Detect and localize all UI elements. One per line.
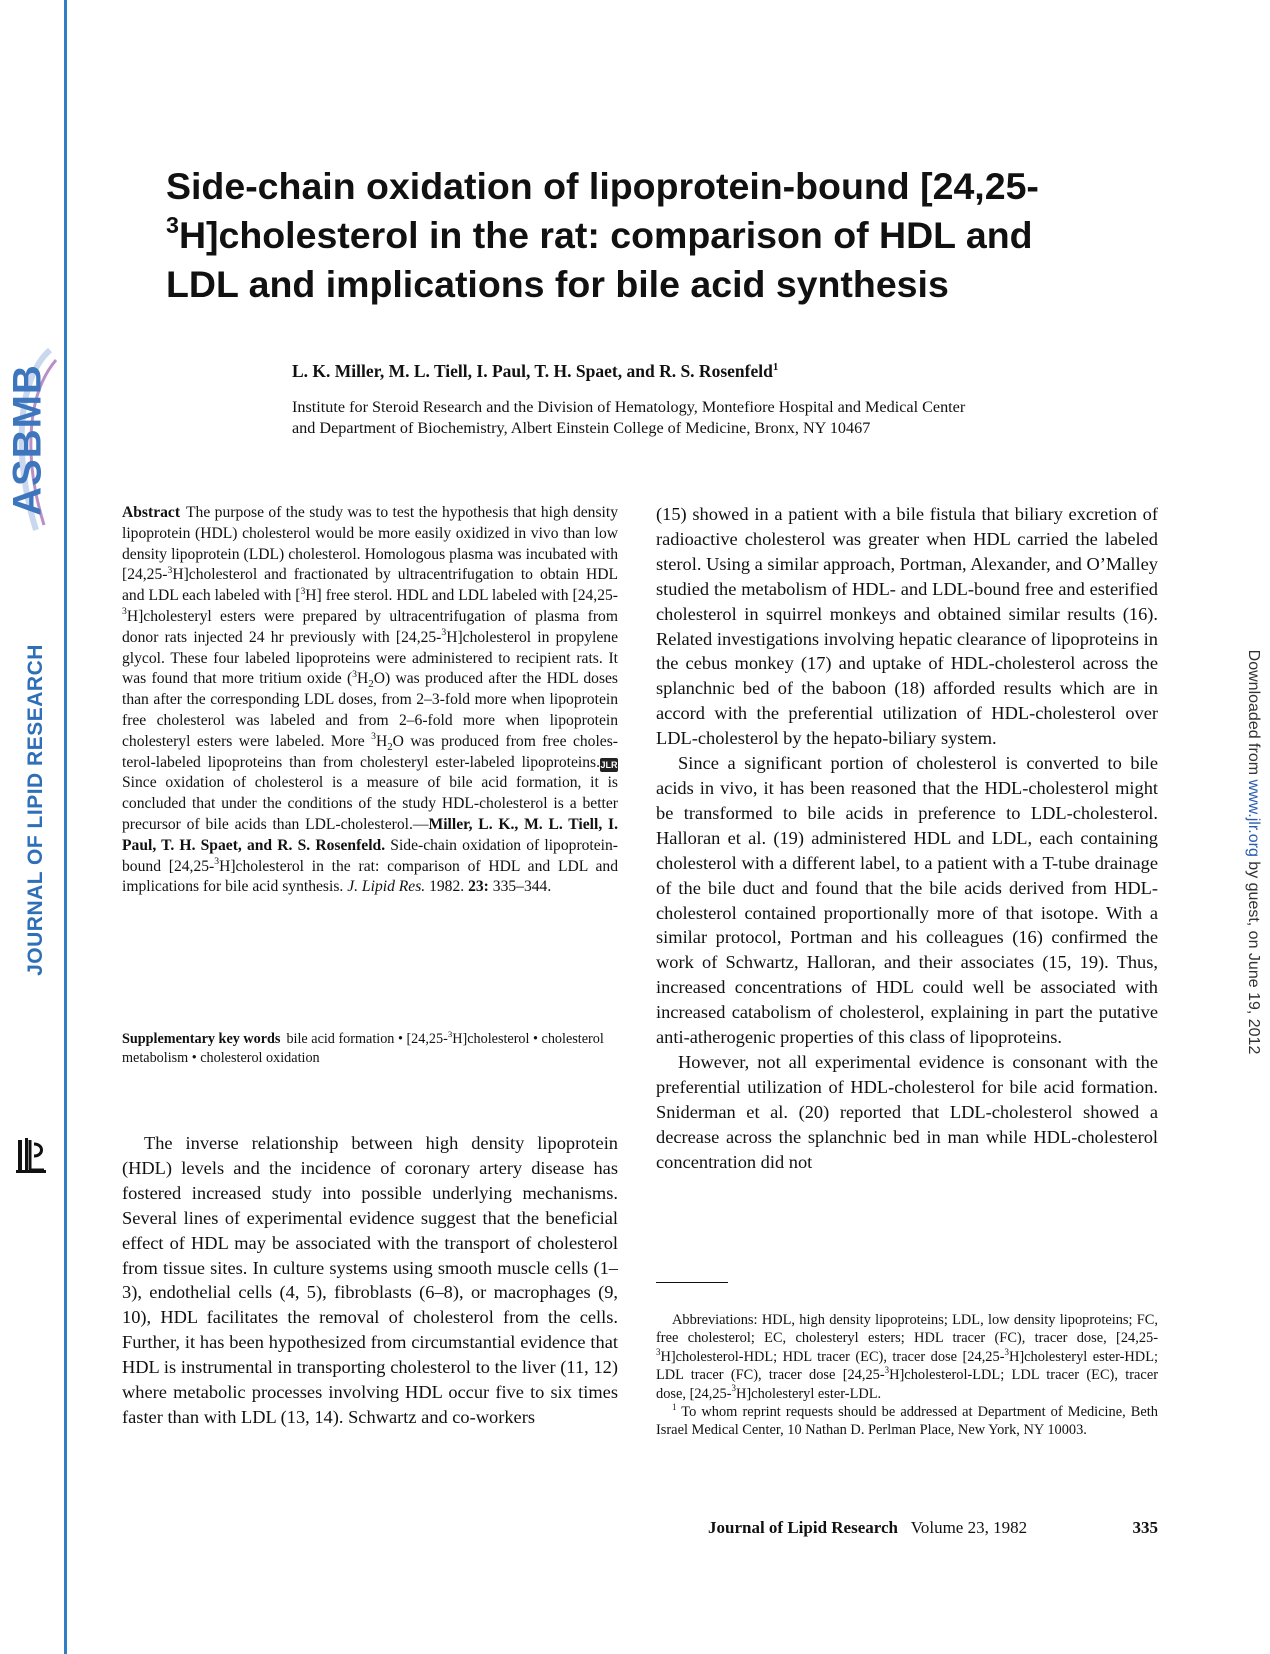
body-column-right <box>656 502 1158 1174</box>
affiliation <box>292 397 1172 439</box>
body-paragraph: The inverse relationship between high density lipoprotein (HDL) levels and the incidence of coronary artery disease has fostered increased study into possible underlying mechanisms. Several lines of experimental evidence suggest that the beneficial effect of HDL may be associated with the transport of cholesterol from tissue sites. In culture systems using smooth muscle cells (1–3), endothelial cells (4, 5), fibroblasts (6–8), or macrophages (9, 10), HDL facilitates the removal of cholesterol from the cells. Further, it has been hypothesized from circumstantial evidence that HDL is instrumental in transporting cholesterol to the liver (11, 12) where metabolic processes involving HDL occur five to six times faster than with LDL (13, 14). Schwartz and co-workers <box>122 1133 618 1427</box>
reprint-footnote: $^1$ To whom reprint requests should be addressed at Department of Medicine, Beth Israel Medical Center, 10 Nathan D. Perlman Place, New York, NY 10003. <box>656 1401 1158 1439</box>
affiliation-line-2: and Department of Biochemistry, Albert Einstein College of Medicine, Bronx, NY 10467 <box>292 419 871 437</box>
citation-authors: Miller, L. K., M. L. Tiell, I. Paul, T. H. Spaet, and R. S. Rosenfeld. <box>122 815 618 854</box>
key-words: Supplementary key words bile acid formation • [24,25-$^3$H]cholesterol • cholesterol metabolism • cholesterol oxidation <box>122 1028 604 1066</box>
citation-volume: 23: <box>468 878 489 896</box>
summary-icon: JLR <box>600 759 618 770</box>
jlr-website-link[interactable]: www.jlr.org <box>1245 779 1262 857</box>
body-paragraph: However, not all experimental evidence is consonant with the preferential utilization of HDL-cholesterol for bile acid formation. Sniderman et al. (20) reported that LDL-cholesterol showed a decrease across the splanchnic bed in man while HDL-cholesterol concentration did not <box>656 1051 1158 1172</box>
title-line-1: Side-chain oxidation of lipoprotein-bound [24,25- <box>166 165 1039 207</box>
journal-name-vertical: JOURNAL OF LIPID RESEARCH <box>24 644 47 976</box>
footnote-rule <box>656 1282 728 1283</box>
abbreviations-footnote: Abbreviations: HDL, high density lipoproteins; LDL, low density lipoproteins; FC, free cholesterol; EC, cholesteryl esters; HDL tracer (FC), tracer dose, [24,25-$^3$H]cholesterol-HDL; HDL tracer (EC), tracer dose [24,25-$^3$H]cholesteryl ester-HDL; LDL tracer (FC), tracer dose [24,25-$^3$H]cholesterol-LDL; LDL tracer (EC), tracer dose, [24,25-$^3$H]cholesteryl ester-LDL. <box>656 1312 1158 1402</box>
footnotes <box>656 1311 1158 1440</box>
margin-rule <box>64 0 67 1654</box>
asbmb-logo-text: ASBMB <box>5 364 50 516</box>
page-number: 335 <box>1132 1518 1158 1537</box>
author-list: L. K. Miller, M. L. Tiell, I. Paul, T. H. Spaet, and R. S. Rosenfeld$^1$ <box>292 360 779 381</box>
body-paragraph: (15) showed in a patient with a bile fistula that biliary excretion of radioactive cholesterol was greater when HDL carried the labeled sterol. Using a similar approach, Portman, Alexander, and O’Malley studied the metabolism of HDL- and LDL-bound free and esterified cholesterol in squirrel monkeys and obtained similar results (16). Related investigations involving hepatic clearance of lipoproteins in the cebus monkey (17) and uptake of HDL-cholesterol across the splanchnic bed of the baboon (18) afforded results which are in accord with the preferential utilization of HDL-cholesterol over LDL-cholesterol by the hepato-biliary system. <box>656 504 1158 749</box>
author-footnote-mark: 1 <box>772 360 779 373</box>
abstract: Abstract The purpose of the study was to test the hypothesis that high density lipoprotein (HDL) cholesterol would be more easily oxidized in vivo than low density lipoprotein (LDL) cholesterol. Homologous plasma was incubated with [24,25-$^3$H]cholesterol and fractionated by ultracentrifugation to obtain HDL and LDL each labeled with [$^3$H] free sterol. HDL and LDL labeled with [24,25-$^3$H]cholesteryl esters were prepared by ultracentrifugation of plasma from donor rats injected 24 hr previously with [24,25-$^3$H]cholesterol in propylene glycol. These four labeled lipoproteins were administered to recipient rats. It was found that more tritium oxide $(^3H_2O)$ was produced after the HDL doses than after the corresponding LDL doses, from 2–3-fold more when lipoprotein free cholesterol was labeled and from 2–6-fold more when lipoprotein cholesteryl esters were labeled. More $^3H_2O$ was produced from free cholesterol-labeled lipoproteins than from cholesteryl ester-labeled lipoproteins.JLR Since oxidation of cholesterol is a measure of bile acid formation, it is concluded that under the conditions of the study HDL-cholesterol is a better precursor of bile acids than LDL-cholesterol.—Miller, L. K., M. L. Tiell, I. Paul, T. H. Spaet, and R. S. Rosenfeld. Side-chain oxidation of lipoprotein-bound [24,25-$^3$H]cholesterol in the rat: comparison of HDL and LDL and implications for bile acid synthesis. J. Lipid Res. 1982. 23: 335–344. <box>122 504 619 896</box>
body-column-left <box>122 1131 618 1430</box>
jlr-logo-icon <box>14 1136 48 1176</box>
download-prefix: Downloaded from <box>1245 649 1262 780</box>
footer-journal: Journal of Lipid Research <box>708 1518 899 1537</box>
citation-journal: J. Lipid Res. <box>347 878 426 896</box>
title-line-2: $^3$H]cholesterol in the rat: comparison of HDL and <box>166 212 1033 256</box>
abstract-label: Abstract <box>122 504 181 521</box>
article-title <box>166 162 1126 309</box>
footer-volume: Volume 23, 1982 <box>910 1518 1028 1537</box>
download-notice <box>1244 650 1262 1055</box>
download-suffix: by guest, on June 19, 2012 <box>1245 856 1262 1055</box>
key-words-label: Supplementary key words <box>122 1031 281 1047</box>
affiliation-line-1: Institute for Steroid Research and the Division of Hematology, Montefiore Hospital and Medical Center <box>292 398 966 416</box>
title-line-3: LDL and implications for bile acid synthesis <box>166 263 949 305</box>
body-paragraph: Since a significant portion of cholesterol is converted to bile acids in vivo, it has been reasoned that the HDL-cholesterol might be transformed to bile acids in preference to LDL-cholesterol. Halloran et al. (19) administered HDL and LDL, each containing cholesterol with a different label, to a patient with a T-tube drainage of the bile duct and found that the bile acids derived from HDL-cholesterol contained proportionally more of that isotope. With a similar protocol, Portman and his colleagues (16) confirmed the work of Schwartz, Halloran, and their associates (15, 19). Thus, increased concentrations of HDL could well be associated with increased catabolism of cholesterol, explaining in part the putative anti-atherogenic properties of this class of lipoproteins. <box>656 753 1158 1048</box>
running-footer <box>708 1518 1158 1538</box>
